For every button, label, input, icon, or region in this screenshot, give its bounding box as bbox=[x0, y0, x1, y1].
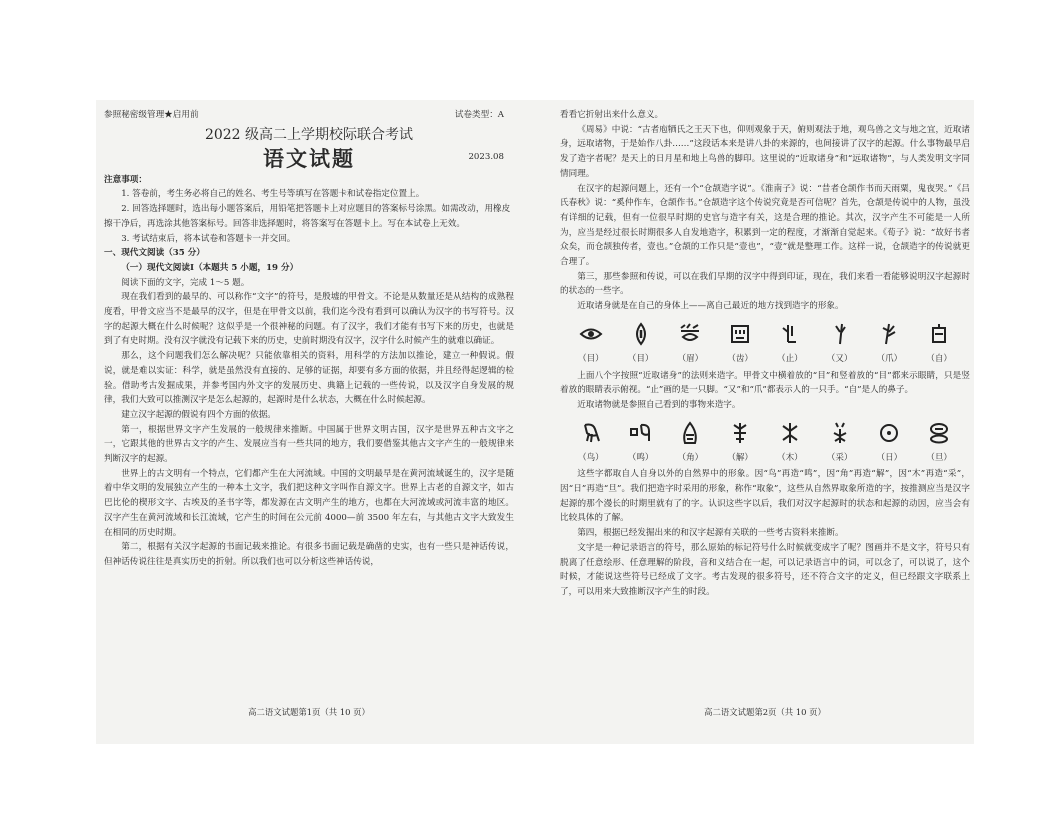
oracle-glyph bbox=[619, 322, 663, 367]
body-paragraph: 文字是一种记录语言的符号，那么原始的标记符号什么时候就变成字了呢？图画并不是文字，符号只有脱离了任意绘形、任意理解的阶段，音和义结合在一起，可以记录语言中的词，可以念了，可以说了，这个时候，才能说这些符号已经成了文字。考古发现的很多符号，还不符合文字的定义，但已经跟文字联系上了，可以用来大致推断汉字产生的时段。 bbox=[560, 542, 970, 597]
paper-type-label: 试卷类型：A bbox=[454, 110, 504, 120]
brow-glyph-icon bbox=[678, 322, 702, 346]
notice-item: 3. 考试结束后，将本试卷和答题卡一并交回。 bbox=[121, 233, 296, 244]
glyph-label: （解） bbox=[727, 452, 754, 463]
glyph-label: （鸟） bbox=[577, 452, 604, 463]
page-header bbox=[104, 108, 514, 123]
glyph-label: （角） bbox=[677, 452, 704, 463]
glyph-label: （采） bbox=[826, 452, 853, 463]
page-footer-1: 高二语文试题第1页（共 10 页） bbox=[248, 707, 370, 717]
body-paragraph: 《周易》中说：“古者庖牺氏之王天下也，仰则观象于天，俯则观法于地，观鸟兽之文与地之宜，近取诸身，远取诸物，于是始作八卦……”这段话本来是讲八卦的来源的，也间接讲了汉字的起源。什么事物最早启发了造字者呢？是天上的日月星和地上鸟兽的脚印。这里说的“近取诸身”和“远取诸物”，与人类发明文字同情同理。 bbox=[560, 124, 970, 179]
oracle-glyph bbox=[768, 322, 812, 367]
glyph-label: （止） bbox=[776, 353, 803, 364]
body-paragraph: 近取诸物就是参照自己看到的事物来造字。 bbox=[577, 399, 741, 410]
body-paragraph: 第四，根据已经发掘出来的和汉字起源有关联的一些考古资料来推断。 bbox=[577, 528, 844, 539]
exam-page-2 bbox=[560, 108, 970, 600]
glyph-label: （木） bbox=[776, 452, 803, 463]
glyph-label: （眉） bbox=[677, 353, 704, 364]
nose-glyph-icon bbox=[927, 322, 951, 346]
notice-item: 2. 回答选择题时，选出每小题答案后，用铅笔把答题卡上对应题目的答案标号涂黑。如需改动，用橡皮擦干净后，再选涂其他答案标号。回答非选择题时，将答案写在答题卡上。写在本试卷上无效。 bbox=[104, 204, 511, 229]
body-paragraph: 第三，那些参照和传说，可以在我们早期的汉字中得到印证，现在，我们来看一看能够说明汉字起源时的状态的一些字。 bbox=[560, 271, 970, 297]
oracle-glyph bbox=[917, 322, 961, 367]
horn-glyph-icon bbox=[678, 421, 702, 445]
singing-bird-glyph-icon bbox=[629, 421, 653, 445]
eye-glyph-icon bbox=[579, 322, 603, 346]
oracle-glyph bbox=[569, 421, 613, 466]
confidential-label: 参照秘密级管理★启用前 bbox=[104, 110, 199, 120]
hand-glyph-icon bbox=[828, 322, 852, 346]
glyph-label: （爪） bbox=[876, 353, 903, 364]
exam-page-1 bbox=[104, 108, 514, 570]
foot-glyph-icon bbox=[778, 322, 802, 346]
body-paragraph: 在汉字的起源问题上，还有一个“仓颉造字说”。《淮南子》说：“昔者仓颉作书而天雨粟，鬼夜哭。”《吕氏春秋》说：“奚仲作车，仓颉作书。”仓颉造字这个传说究竟是否可信呢？首先，仓颉是传说中的人物，虽没有详细的记载，但有一位很早时期的史官与造字有关，这是合理的推论。其次，汉字产生不可能是一人所为，应当是经过很长时期很多人自发地造字，积累到一定的程度，才渐渐自觉起来。《荀子》说：“故好书者众矣，而仓颉独传者，壹也。”仓颉的工作只是“壹也”，“壹”就是整理工作。这样一说，仓颉造字的传说就更合理了。 bbox=[560, 183, 970, 268]
oracle-glyph-row-things bbox=[560, 421, 970, 466]
body-paragraph: 上面八个字按照“近取诸身”的法则来造字。甲骨文中横着放的“目”和竖着放的“目”都来示眼睛，只是竖着放的眼睛表示俯视。“止”画的是一只脚。“又”和“爪”都表示人的一只手。“自”是人的鼻子。 bbox=[560, 370, 970, 396]
claw-glyph-icon bbox=[877, 322, 901, 346]
body-paragraph: 现在我们看到的最早的、可以称作“文字”的符号，是殷墟的甲骨文。不论是从数量还是从结构的成熟程度看，甲骨文应当不是最早的汉字，但是在甲骨文以前，我们迄今没有看到可以确认为汉字的书写符号。汉字的起源大概在什么时候呢？这似乎是一个很神秘的问题。有了汉字，我们才能有书写下来的历史，也就是到了有史时期。没有汉字就没有记载下来的历史，史前时期没有汉字，汉字什么时候产生的就难以确证。 bbox=[104, 292, 514, 347]
exam-title: 2022 级高二上学期校际联合考试 bbox=[204, 126, 414, 143]
notice-title: 注意事项： bbox=[104, 174, 147, 185]
body-paragraph: 近取诸身就是在自己的身体上——离自己最近的地方找到造字的形象。 bbox=[577, 301, 844, 312]
pick-glyph-icon bbox=[828, 421, 852, 445]
instruction-text: 阅读下面的文字，完成 1～5 题。 bbox=[121, 277, 250, 288]
oracle-glyph bbox=[867, 322, 911, 367]
glyph-label: （又） bbox=[826, 353, 853, 364]
glyph-label: （齿） bbox=[727, 353, 754, 364]
glyph-label: （自） bbox=[926, 353, 953, 364]
tree-glyph-icon bbox=[778, 421, 802, 445]
body-paragraph: 世界上的古文明有一个特点，它们都产生在大河流域。中国的文明最早是在黄河流域诞生的，汉字是随着中华文明的发展独立产生的一种本土文字，我们把这种文字叫作自源文字。世界上古老的自源文字，如古巴比伦的楔形文字、古埃及的圣书字等，都发源在古文明产生的地方，也都在大河流域或河流丰富的地区。汉字产生在黄河流域和长江流域，它产生的时间在公元前 4000—前 3500 年左右，与其他古文字大致发生在相同的历史时期。 bbox=[104, 468, 514, 538]
body-paragraph: 第一，根据世界文字产生发展的一般规律来推断。中国属于世界文明古国，汉字是世界五种古文字之一，它跟其他的世界古文字的产生、发展应当有一些共同的地方，我们要借鉴其他古文字产生的一般规律来判断汉字的起源。 bbox=[104, 424, 514, 465]
glyph-label: （目） bbox=[627, 353, 654, 364]
dawn-glyph-icon bbox=[927, 421, 951, 445]
glyph-label: （目） bbox=[577, 353, 604, 364]
body-paragraph: 那么，这个问题我们怎么解决呢？只能依靠相关的资料，用科学的方法加以推论，建立一种假说。假说，就是难以实证：科学，就是虽然没有直接的、足够的证据，却要有多方面的依据，并且经得起逻辑的检验。借助考古发掘成果，并参考国内外文字的发展历史、典籍上记载的一些传说，以及汉字自身发展的规律，我们大致可以推测汉字是怎么起源的，起源时是什么状态，大概在什么时候起源。 bbox=[104, 351, 514, 406]
body-paragraph: 看看它折射出来什么意义。 bbox=[560, 110, 664, 120]
body-paragraph: 第二，根据有关汉字起源的书面记载来推论。有很多书面记载是确凿的史实，也有一些只是神话传说，但神话传说往往是真实历史的折射。所以我们也可以分析这些神话传说， bbox=[104, 542, 514, 567]
subsection-heading: （一）现代文阅读Ⅰ（本题共 5 小题，19 分） bbox=[121, 262, 299, 273]
dissect-glyph-icon bbox=[728, 421, 752, 445]
oracle-glyph bbox=[718, 421, 762, 466]
subject-title-text: 语文试题 bbox=[263, 145, 355, 171]
body-paragraph: 建立汉字起源的假说有四个方面的依据。 bbox=[121, 409, 276, 420]
oracle-glyph bbox=[818, 421, 862, 466]
section-heading: 一、现代文阅读（35 分） bbox=[104, 248, 205, 259]
oracle-glyph bbox=[619, 421, 663, 466]
body-paragraph: 这些字都取自人自身以外的自然界中的形象。因“鸟”再造“鸣”，因“角”再造“解”，因“木”再造“采”，因“日”再造“旦”。我们把造字时采用的形象，称作“取象”，这些从自然界取象所造的字，按推测应当是汉字起源的那个漫长的时期里就有了的字。认识这些字以后，我们对汉字起源时的状态和起源的动因，应当会有比较具体的了解。 bbox=[560, 469, 970, 524]
oracle-glyph bbox=[818, 322, 862, 367]
glyph-label: （鸣） bbox=[627, 452, 654, 463]
oracle-glyph bbox=[768, 421, 812, 466]
teeth-glyph-icon bbox=[728, 322, 752, 346]
vertical-eye-glyph-icon bbox=[629, 322, 653, 346]
sun-glyph-icon bbox=[877, 421, 901, 445]
oracle-glyph bbox=[569, 322, 613, 367]
glyph-label: （日） bbox=[876, 452, 903, 463]
notice-item: 1. 答卷前，考生务必将自己的姓名、考生号等填写在答题卡和试卷指定位置上。 bbox=[121, 189, 425, 200]
exam-date: 2023.08 bbox=[468, 151, 504, 162]
bird-glyph-icon bbox=[579, 421, 603, 445]
oracle-glyph bbox=[867, 421, 911, 466]
oracle-glyph-row-body bbox=[560, 322, 970, 367]
page-footer-2: 高二语文试题第2页（共 10 页） bbox=[704, 707, 826, 717]
subject-title bbox=[104, 145, 514, 173]
glyph-label: （旦） bbox=[926, 452, 953, 463]
oracle-glyph bbox=[917, 421, 961, 466]
oracle-glyph bbox=[668, 322, 712, 367]
oracle-glyph bbox=[718, 322, 762, 367]
oracle-glyph bbox=[668, 421, 712, 466]
